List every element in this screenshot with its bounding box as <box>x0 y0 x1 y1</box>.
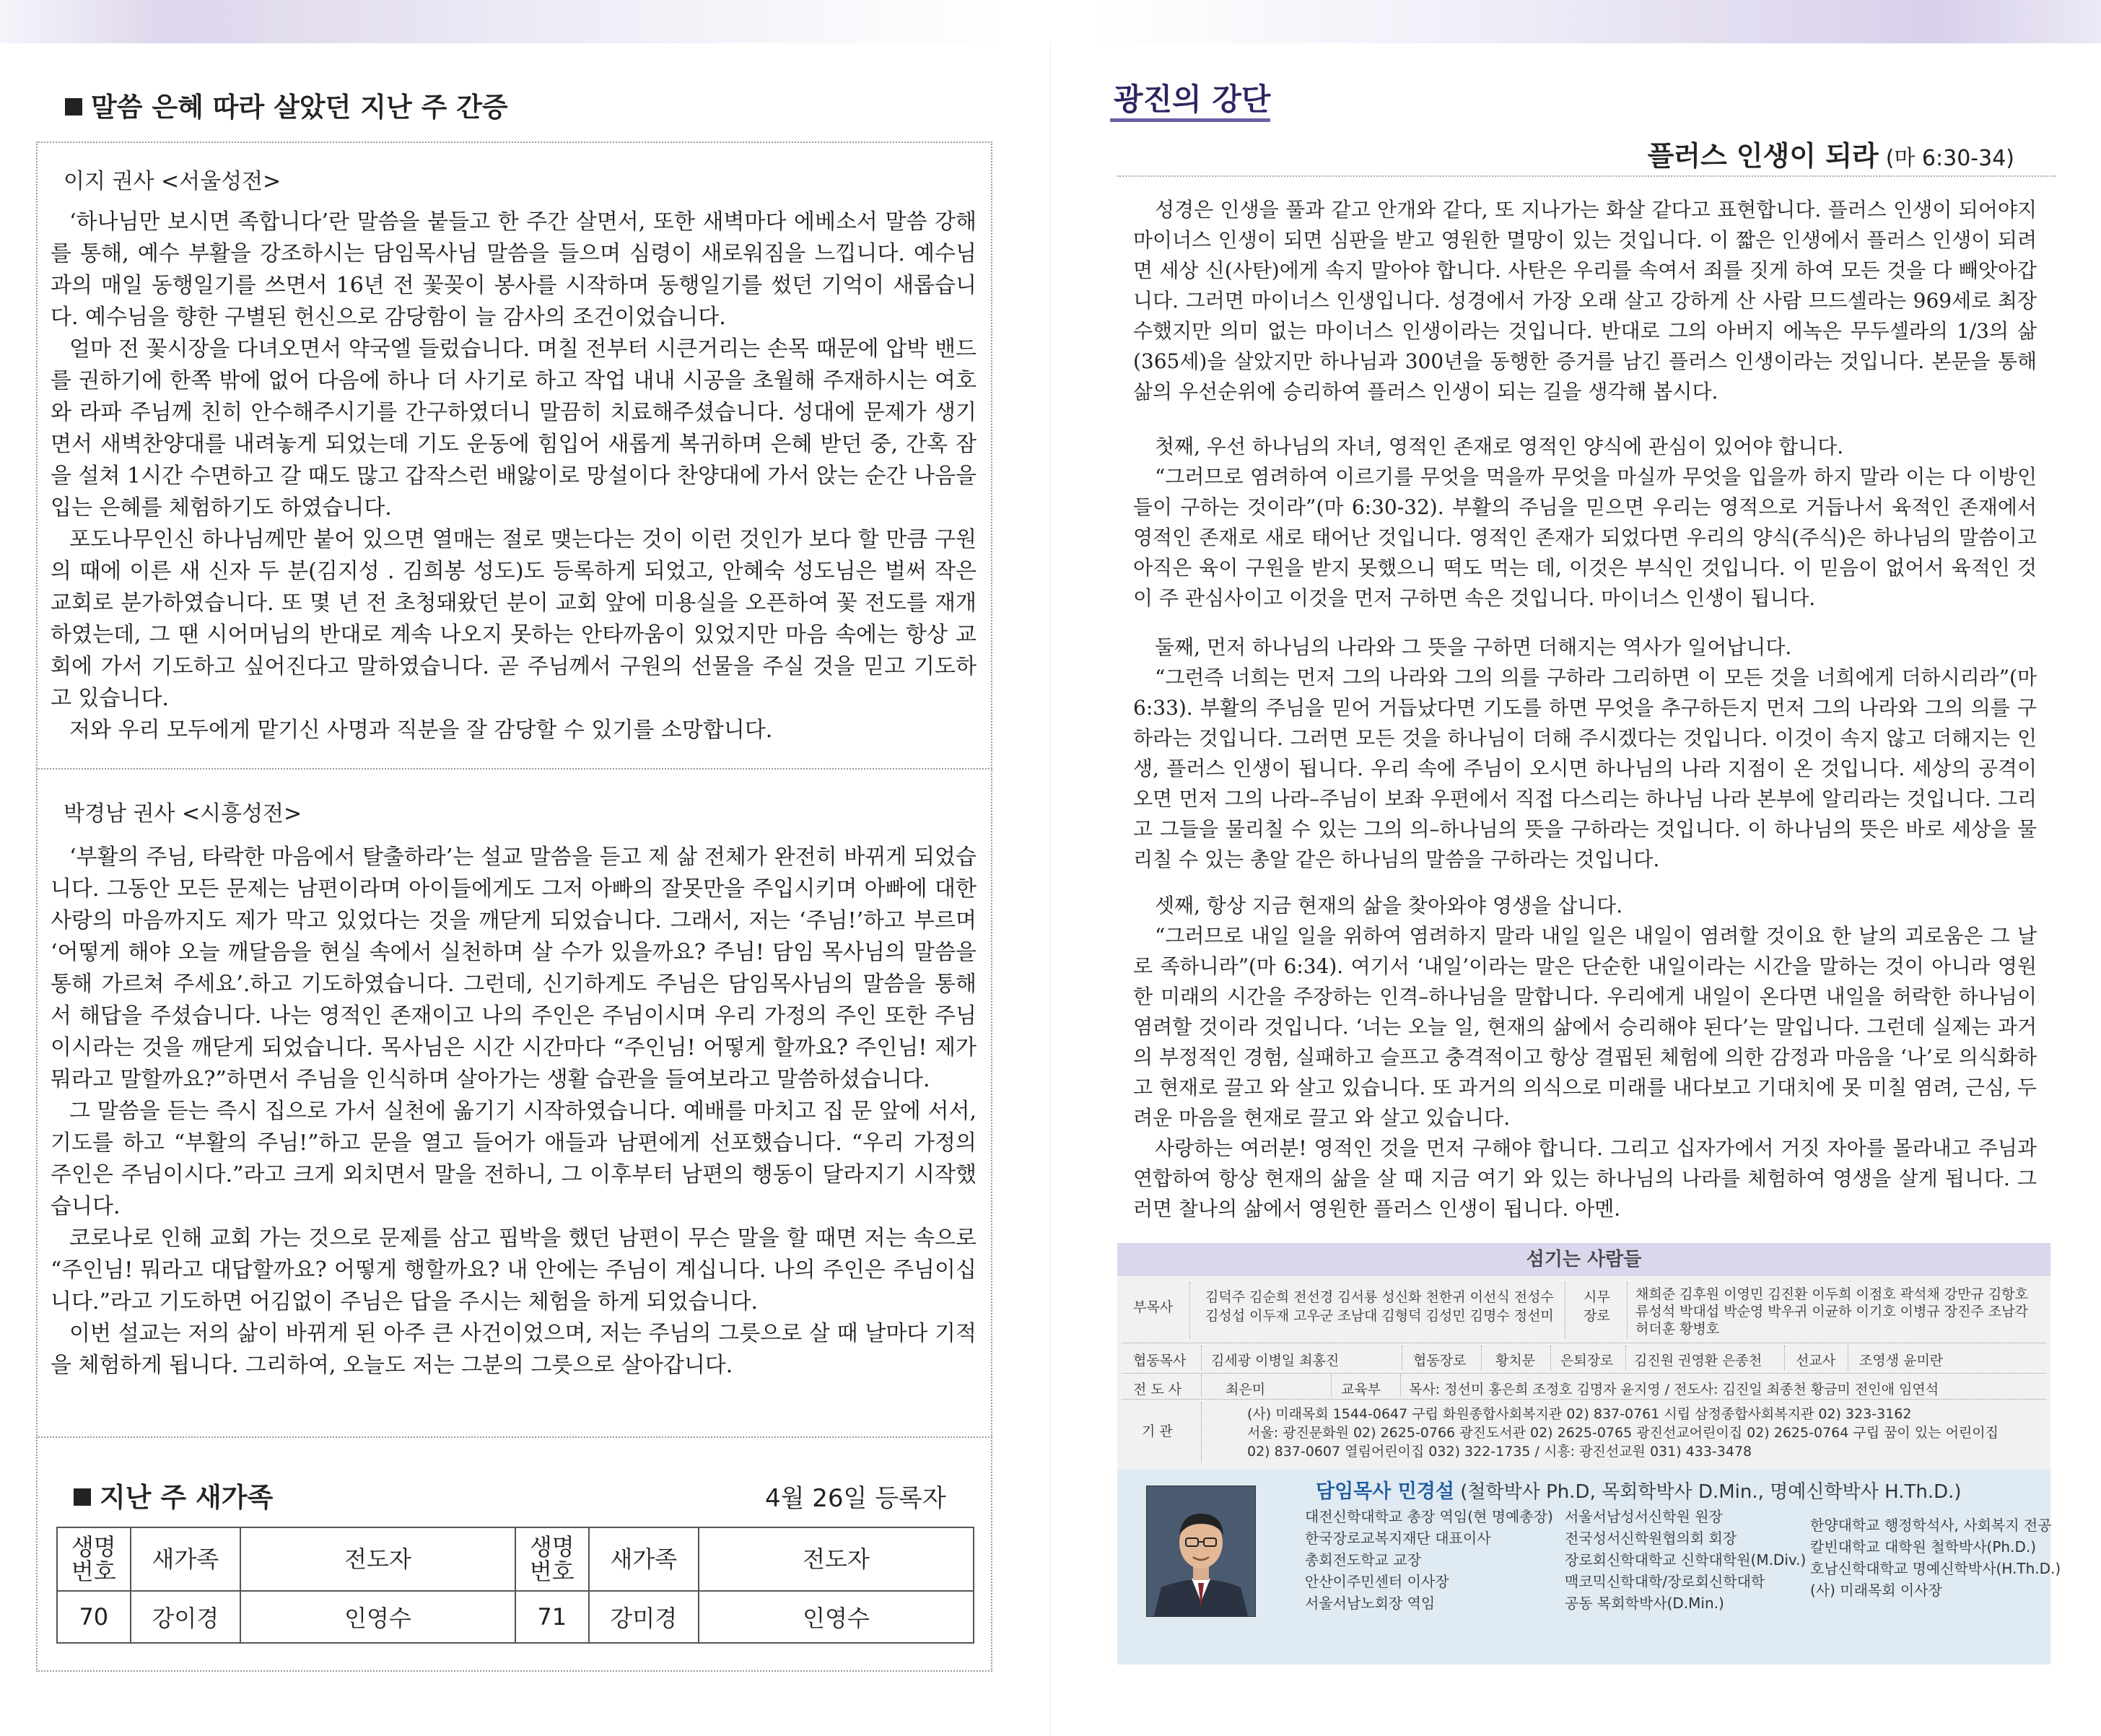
pulpit-heading: 광진의 강단 <box>1114 82 1271 117</box>
testimony1-paragraph: 저와 우리 모두에게 맡기신 사명과 직분을 잘 감당할 수 있기를 소망합니다. <box>69 717 773 743</box>
associate-pastors-line: 김덕주 김순희 전선경 김서룡 성신화 천한귀 이선식 전성수 <box>1205 1289 1554 1305</box>
pastor-cv-item: 대전신학대학교 총장 역임(현 명예총장) <box>1305 1508 1553 1525</box>
pastor-cv-item: 공동 목회학박사(D.Min.) <box>1565 1595 1724 1612</box>
square-bullet-icon <box>65 98 82 115</box>
testimony-divider <box>36 768 992 769</box>
missionary-label: 선교사 <box>1796 1353 1836 1369</box>
coop-pastors-value: 김세광 이병일 최홍진 <box>1211 1353 1340 1369</box>
pastor-cv-column <box>1305 1506 1553 1614</box>
new-family-heading-text: 지난 주 새가족 <box>100 1482 274 1513</box>
coop-elders-value: 황치문 <box>1495 1353 1536 1369</box>
staff-box-title: 섬기는 사람들 <box>1117 1243 2050 1276</box>
staff-divider <box>1201 1402 1202 1462</box>
pastor-cv-item: 서울서남성서신학원 원장 <box>1565 1508 1723 1525</box>
pastor-photo <box>1146 1486 1256 1617</box>
testimony-heading-text: 말씀 은혜 따라 살았던 지난 주 간증 <box>91 92 508 123</box>
senior-pastor-box <box>1117 1470 2061 1665</box>
staff-row-divider <box>1122 1399 2046 1400</box>
testimony1-author: 이지 권사 <서울성전> <box>64 169 281 194</box>
evangelist-header: 전도자 <box>699 1527 974 1591</box>
evangelist-cell: 인영수 <box>699 1591 974 1643</box>
elders-label: 장로 <box>1584 1308 1610 1324</box>
sermon-point-heading: 셋째, 항상 지금 현재의 삶을 찾아와야 영생을 삽니다. <box>1155 894 1623 917</box>
missionary-value: 조영생 윤미란 <box>1859 1353 1944 1369</box>
sermon-title <box>1648 134 2014 173</box>
pastor-cv-item: 맥코믹신학대학/장로회신학대학 <box>1565 1573 1765 1590</box>
sermon-reference: (마 6:30-34) <box>1885 146 2014 171</box>
education-value: 목사: 정선미 홍은희 조정호 김명자 윤지영 / 전도사: 김진일 최종천 황금미 전인애 임연석 <box>1409 1382 1939 1397</box>
retired-elders-value: 김진원 권영환 은종천 <box>1634 1353 1763 1369</box>
square-bullet-icon <box>74 1488 91 1506</box>
pastor-cv-item: 칼빈대학교 대학원 철학박사(Ph.D.) <box>1810 1538 2037 1556</box>
sermon-point-1 <box>1133 432 2037 614</box>
testimony1-body <box>51 206 977 746</box>
testimony2-paragraph: ‘부활의 주님, 타락한 마음에서 탈출하라’는 설교 말씀을 듣고 제 삶 전체가 완전히 바뀌게 되었습니다. 그동안 모든 문제는 남편이라며 아이들에게도 그저 아빠의 잘못만을 주입시키며 아빠에 대한 사랑의 마음까지도 제가 막고 있었다는 것을 깨닫게 되었습니다. 그래서, 저는 ‘주님!’하고 부르며 ‘어떻게 해야 오늘 깨달음을 현실 속에서 실천하며 살 수가 있을까요? 주님! 담임 목사님의 말씀을 통해 가르쳐 주세요’.하고 기도하였습니다. 그런데, 신기하게도 주님은 담임목사님의 말씀을 통해서 해답을 주셨습니다. 나는 영적인 존재이고 나의 주인은 주님이시며 우리 가정의 주인 또한 주님이시라는 것을 깨닫게 되었습니다. 목사님은 시간 시간마다 “주인님! 어떻게 할까요? 주인님! 제가 뭐라고 말할까요?”하면서 주님을 인식하며 살아가는 생활 습관을 들여보라고 말씀하셨습니다. <box>51 845 977 1092</box>
testimony2-paragraph: 코로나로 인해 교회 가는 것으로 문제를 삼고 핍박을 했던 남편이 무슨 말을 할 때면 저는 속으로 “주인님! 뭐라고 대답할까요? 어떻게 행할까요? 내 안에는 주님이 계십니다. 나의 주인은 주님이십니다.”라고 기도하면 어김없이 주님은 답을 주시는 체험을 하게 되었습니다. <box>51 1226 977 1314</box>
institutions-line: 02) 837-0607 열림어린이집 032) 322-1735 / 시흥: 광진선교원 031) 433-3478 <box>1247 1444 1752 1460</box>
institutions-line: (사) 미래목회 1544-0647 구립 화원종합사회복지관 02) 837-0761 시립 삼정종합사회복지관 02) 323-3162 <box>1247 1406 1912 1422</box>
sermon-title-text: 플러스 인생이 되라 <box>1647 140 1879 172</box>
testimony2-body <box>51 842 977 1382</box>
testimony1-paragraph: 얼마 전 꽃시장을 다녀오면서 약국엘 들렀습니다. 며칠 전부터 시큰거리는 손목 때문에 압박 밴드를 권하기에 한쪽 밖에 없어 다음에 하나 더 사기로 하고 작업 내내 시공을 초월해 주재하시는 여호와 라파 주님께 친히 안수해주시기를 간구하였더니 말끔히 치료해주셨습니다. 성대에 문제가 생기면서 새벽찬양대를 내려놓게 되었는데 기도 운동에 힘입어 새롭게 복귀하며 은혜 받던 중, 간혹 잠을 설쳐 1시간 수면하고 갈 때도 많고 갑작스런 배앓이로 망설이다 찬양대에 가서 앉는 순간 나음을 입는 은혜를 체험하기도 하였습니다. <box>51 336 977 520</box>
page-fold <box>1050 43 1051 1736</box>
life-number-cell: 71 <box>515 1591 589 1643</box>
staff-divider <box>1481 1345 1482 1370</box>
sermon-point-3 <box>1133 891 2037 1224</box>
staff-divider <box>1201 1374 1202 1396</box>
staff-row-divider <box>1122 1373 2046 1374</box>
staff-divider <box>1189 1282 1190 1338</box>
top-decorative-band <box>0 0 2101 43</box>
staff-divider <box>1625 1345 1626 1370</box>
new-family-heading <box>74 1475 273 1514</box>
table-row <box>57 1591 974 1643</box>
evangelists-value: 최은미 <box>1226 1382 1266 1397</box>
staff-divider <box>1550 1345 1551 1370</box>
associate-pastors-line: 김성섭 이두재 고우군 조남대 김형덕 김성민 김명수 정선미 <box>1205 1308 1554 1324</box>
evangelist-cell: 인영수 <box>240 1591 515 1643</box>
pastor-cv-item: 한국장로교복지재단 대표이사 <box>1305 1530 1491 1547</box>
testimony2-paragraph: 이번 설교는 저의 삶이 바뀌게 된 아주 큰 사건이었으며, 저는 주님의 그릇으로 살 때 날마다 기적을 체험하게 됩니다. 그리하여, 오늘도 저는 그분의 그릇으로 살아갑니다. <box>51 1321 977 1378</box>
elders-line: 채희준 김후원 이영민 김진환 이두희 이점호 곽석채 강만규 김항호 <box>1635 1286 2028 1302</box>
elders-line: 류성석 박대섭 박순영 박우귀 이균하 이기호 이병규 장진주 조남각 <box>1635 1304 2028 1320</box>
testimony1-paragraph: 포도나무인신 하나님께만 붙어 있으면 열매는 절로 맺는다는 것이 이런 것인가 보다 할 만큼 구원의 때에 이른 새 신자 두 분(김지성 . 김희봉 성도)도 등록하게 되었고, 안혜숙 성도님은 벌써 작은 교회로 분가하였습니다. 또 몇 년 전 초청돼왔던 분이 교회 앞에 미용실을 오픈하여 꽃 전도를 재개하였는데, 그 땐 시어머님의 반대로 계속 나오지 못하는 안타까움이 있었지만 마음 속에는 항상 교회에 가서 기도하고 싶어진다고 말하였습니다. 곧 주님께서 구원의 선물을 주실 것을 믿고 기도하고 있습니다. <box>51 527 977 711</box>
education-label: 교육부 <box>1341 1382 1381 1397</box>
testimony2-author: 박경남 권사 <시흥성전> <box>64 801 302 826</box>
sermon-point-body: “그러므로 염려하여 이르기를 무엇을 먹을까 무엇을 마실까 무엇을 입을까 하지 말라 이는 다 이방인들이 구하는 것이라”(마 6:30-32). 부활의 주님을 믿으면 우리는 영적으로 거듭나서 육적인 존재에서 영적인 존재로 새로 태어난 것입니다. 영적인 존재가 되었다면 우리의 양식(주식)은 하나님의 말씀이고 아직은 육이 구원을 받지 못했으니 떡도 먹는 데, 이것은 부식인 것입니다. 이 믿음이 없어서 육적인 것이 주 관심사이고 이것을 먼저 구하면 속은 것입니다. 마이너스 인생이 됩니다. <box>1133 465 2037 610</box>
sermon-point-heading: 첫째, 우선 하나님의 자녀, 영적인 존재로 영적인 양식에 관심이 있어야 합니다. <box>1155 435 1844 458</box>
retired-elders-label: 은퇴장로 <box>1560 1353 1614 1369</box>
new-family-divider <box>36 1436 992 1438</box>
pulpit-heading-underline <box>1110 118 1270 122</box>
coop-pastors-label: 협동목사 <box>1133 1353 1187 1369</box>
sermon-intro-paragraph: 성경은 인생을 풀과 같고 안개와 같다, 또 지나가는 화살 같다고 표현합니다. 플러스 인생이 되어야지 마이너스 인생이 되면 심판을 받고 영원한 멸망이 있는 것입니다. 이 짧은 인생에서 플러스 인생이 되려면 세상 신(사탄)에게 속지 말아야 합니다. 사탄은 우리를 속여서 죄를 짓게 하여 모든 것을 다 빼앗아갑니다. 그러면 마이너스 인생입니다. 성경에서 가장 오래 살고 강하게 산 사람 므드셀라는 969세로 최장수했지만 의미 없는 마이너스 인생이라는 것입니다. 반대로 그의 아버지 에녹은 무두셀라의 1/3의 삶(365세)을 살았지만 하나님과 300년을 동행한 증거를 남긴 플러스 인생이라는 것입니다. 본문을 통해 삶의 우선순위에 승리하여 플러스 인생이 되는 길을 생각해 봅시다. <box>1133 198 2037 404</box>
new-family-header-row <box>57 1527 974 1591</box>
sermon-divider <box>1117 175 2056 177</box>
pastor-portrait-icon <box>1147 1486 1255 1616</box>
staff-divider <box>1331 1374 1332 1396</box>
sermon-point-body: “그러므로 내일 일을 위하여 염려하지 말라 내일 일은 내일이 염려할 것이요 한 날의 괴로움은 그 날로 족하니라”(마 6:34). 여기서 ‘내일’이라는 말은 단순한 내일이라는 시간을 말하는 것이 아니라 영원한 미래의 시간을 주장하는 인격–하나님을 말합니다. 우리에게 내일이 온다면 내일을 허락한 하나님이 염려할 것이라 것입니다. ‘너는 오늘 일, 현재의 삶에서 승리해야 된다’는 말입니다. 그런데 실제는 과거의 부정적인 경험, 실패하고 슬프고 충격적이고 항상 결핍된 체험에 의한 감정과 마음을 ‘나’로 의식화하고 현재로 끌고 와 살고 있습니다. 또 과거의 의식으로 미래를 내다보고 기대치에 못 미칠 염려, 근심, 두려운 마음을 현재로 끌고 와 살고 있습니다. <box>1133 924 2037 1130</box>
elders-label: 시무 <box>1584 1289 1610 1305</box>
pastor-cv-item: 한양대학교 행정학석사, 사회복지 전공 <box>1810 1517 2052 1534</box>
testimony2-paragraph: 그 말씀을 듣는 즉시 집으로 가서 실천에 옮기기 시작하였습니다. 예배를 마치고 집 문 앞에 서서, 기도를 하고 “부활의 주님!”하고 문을 열고 들어가 애들과 남편에게 선포했습니다. “우리 가정의 주인은 주님이시다.”라고 크게 외치면서 말을 전하니, 그 이후부터 남편의 행동이 달라지기 시작했습니다. <box>51 1099 977 1219</box>
institutions-label: 기 관 <box>1142 1423 1173 1439</box>
staff-divider <box>1400 1374 1401 1396</box>
new-family-table <box>56 1527 974 1644</box>
sermon-closing: 사랑하는 여러분! 영적인 것을 먼저 구해야 합니다. 그리고 십자가에서 거짓 자아를 몰라내고 주님과 연합하여 항상 현재의 삶을 살 때 지금 여기 와 있는 하나님의 나라를 체험하여 영생을 살게 됩니다. 그러면 찰나의 삶에서 영원한 플러스 인생이 됩니다. 아멘. <box>1133 1136 2037 1221</box>
life-number-cell: 70 <box>57 1591 131 1643</box>
pastor-cv-item: 전국성서신학원협의회 회장 <box>1565 1530 1737 1547</box>
pastor-name: 담임목사 민경설 <box>1316 1480 1454 1503</box>
staff-divider <box>1201 1345 1202 1370</box>
pastor-cv-item: 서울서남노회장 역임 <box>1305 1595 1436 1612</box>
new-family-name-cell: 강이경 <box>131 1591 240 1643</box>
associate-pastors-label: 부목사 <box>1133 1299 1174 1315</box>
institutions-line: 서울: 광진문화원 02) 2625-0766 광진도서관 02) 2625-0765 광진선교어린이집 02) 2625-0764 구립 꿈이 있는 어린이집 <box>1247 1425 1999 1441</box>
life-number-header: 생명 번호 <box>515 1527 589 1591</box>
sermon-point-body: “그런즉 너희는 먼저 그의 나라와 그의 의를 구하라 그리하면 이 모든 것을 너희에게 더하시리라”(마 6:33). 부활의 주님을 믿어 거듭났다면 기도를 하면 무엇을 추구하든지 먼저 그의 나라와 그의 의를 구하라는 것입니다. 그러면 모든 것을 하나님이 더해 주시겠다는 것입니다. 이것이 속지 않고 더해지는 인생, 플러스 인생이 됩니다. 우리 속에 주님이 오시면 하나님의 나라 지점이 온 것입니다. 세상의 공격이 오면 먼저 그의 나라–주님이 보좌 우편에서 직접 다스리는 하나님 나라 본부에 알리라는 것입니다. 그리고 그들을 물리칠 수 있는 그의 의–하나님의 뜻을 구하라는 것입니다. 이 하나님의 뜻은 바로 세상을 물리칠 수 있는 총알 같은 하나님의 말씀을 구하라는 것입니다. <box>1133 666 2037 871</box>
evangelist-header: 전도자 <box>240 1527 515 1591</box>
pastor-cv-item: 안산이주민센터 이사장 <box>1305 1573 1449 1590</box>
pastor-cv-column <box>1565 1506 1806 1614</box>
staff-divider <box>1784 1345 1785 1370</box>
life-number-header: 생명 번호 <box>57 1527 131 1591</box>
pastor-title <box>1316 1475 1962 1504</box>
pastor-cv-item: 호남신학대학교 명예신학박사(H.Th.D.) <box>1810 1560 2061 1577</box>
evangelists-label: 전 도 사 <box>1133 1382 1182 1397</box>
coop-elders-label: 협동장로 <box>1413 1353 1467 1369</box>
testimony1-paragraph: ‘하나님만 보시면 족합니다’란 말씀을 붙들고 한 주간 살면서, 또한 새벽마다 에베소서 말씀 강해를 통해, 예수 부활을 강조하시는 담임목사님 말씀을 들으며 심령이 새로워짐을 느낍니다. 예수님과의 매일 동행일기를 쓰면서 16년 전 꽃꽂이 봉사를 시작하며 동행일기를 썼던 기억이 새롭습니다. 예수님을 향한 구별된 헌신으로 감당함이 늘 감사의 조건이었습니다. <box>51 209 977 330</box>
new-family-date: 4월 26일 등록자 <box>765 1484 946 1513</box>
sermon-intro <box>1133 195 2037 407</box>
pastor-cv-item: 총회전도학교 교장 <box>1305 1551 1421 1569</box>
pastor-cv-item: (사) 미래목회 이사장 <box>1810 1582 1942 1599</box>
sermon-point-2 <box>1133 632 2037 875</box>
testimony-section-heading <box>65 85 508 124</box>
pastor-cv-column <box>1810 1514 2061 1601</box>
new-family-header: 새가족 <box>589 1527 699 1591</box>
pastor-cv-item: 장로회신학대학교 신학대학원(M.Div.) <box>1565 1551 1807 1569</box>
staff-box <box>1117 1243 2050 1470</box>
new-family-name-cell: 강미경 <box>589 1591 699 1643</box>
new-family-header: 새가족 <box>131 1527 240 1591</box>
pastor-degrees: (철학박사 Ph.D, 목회학박사 D.Min., 명예신학박사 H.Th.D.) <box>1460 1481 1962 1503</box>
elders-line: 허더훈 황병호 <box>1635 1321 1720 1337</box>
sermon-point-heading: 둘째, 먼저 하나님의 나라와 그 뜻을 구하면 더해지는 역사가 일어납니다. <box>1155 635 1792 659</box>
staff-divider <box>1627 1282 1628 1338</box>
